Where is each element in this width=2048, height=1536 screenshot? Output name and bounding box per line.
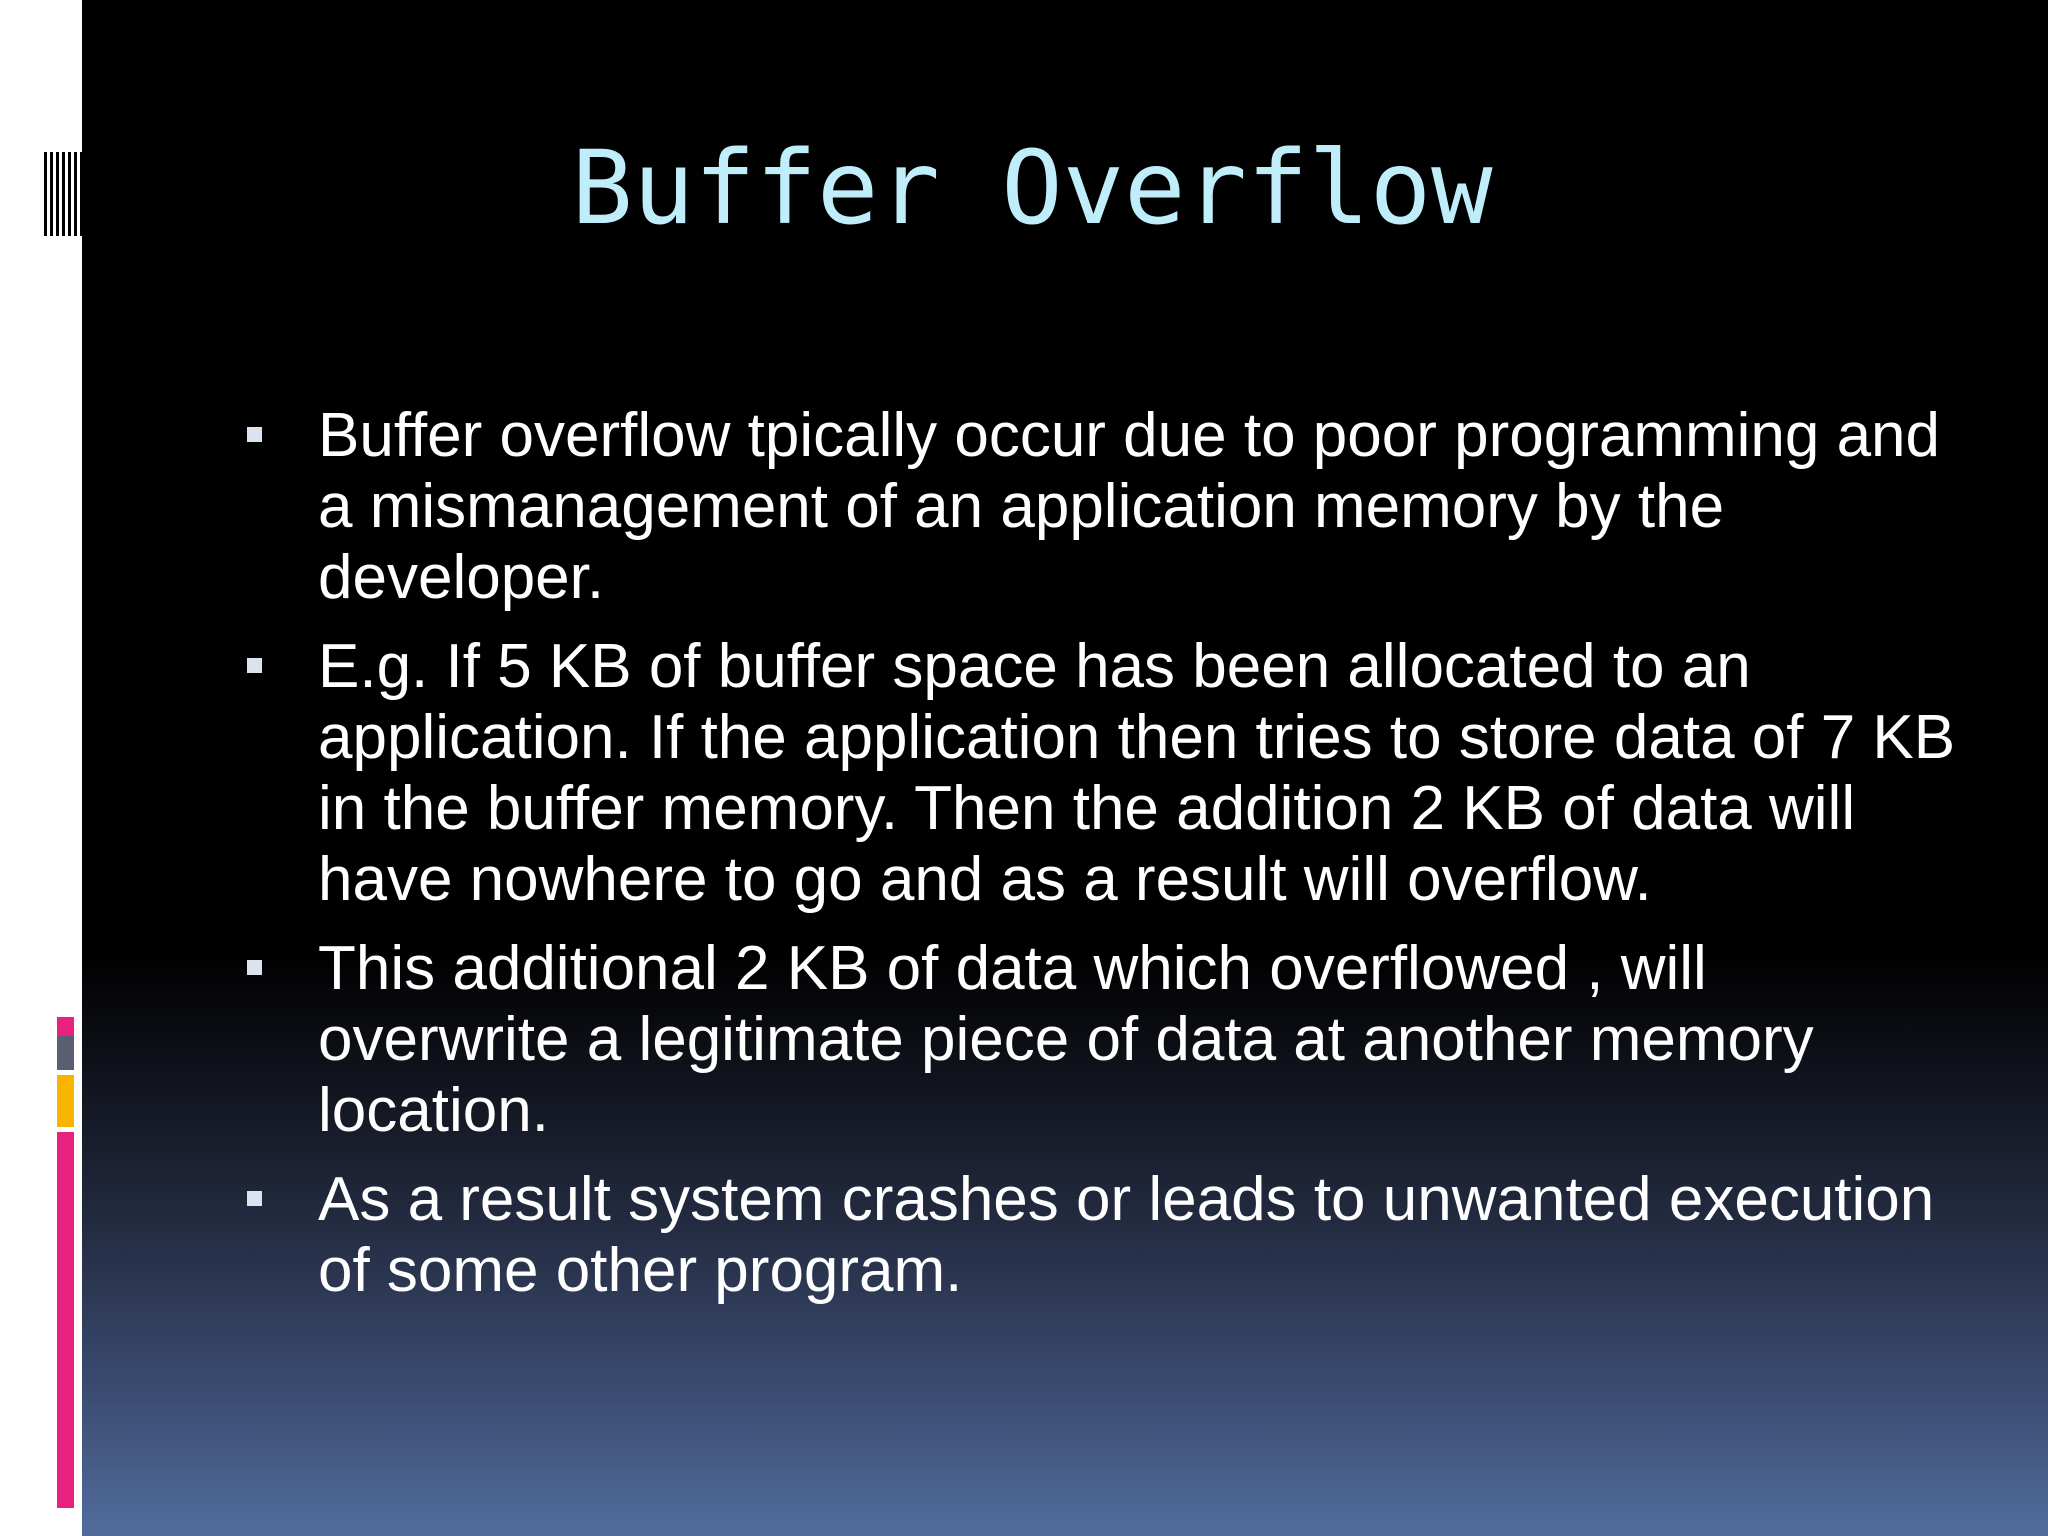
square-bullet-icon (247, 427, 262, 442)
bullet-text: Buffer overflow tpically occur due to poor programming and a mismanagement of an application memory by the developer. (318, 401, 1941, 612)
accent-bar-pink-top (57, 1017, 74, 1036)
bullet-text: As a result system crashes or leads to unwanted execution of some other program. (318, 1165, 1935, 1305)
accent-bar-gray (57, 1036, 74, 1070)
square-bullet-icon (247, 1191, 262, 1206)
barcode-decoration (44, 152, 82, 236)
square-bullet-icon (247, 658, 262, 673)
bullet-text: This additional 2 KB of data which overflowed , will overwrite a legitimate piece of data at another memory location. (318, 934, 1814, 1145)
bullet-text: E.g. If 5 KB of buffer space has been allocated to an application. If the application then tries to store data of 7 KB in the buffer memory. Then the addition 2 KB of data will have nowhere to go and as a result will overflow. (318, 632, 1956, 914)
accent-bar-pink (57, 1132, 74, 1508)
bullet-list (240, 400, 1960, 1324)
accent-bar-yellow (57, 1075, 74, 1127)
bullet-item (240, 933, 1960, 1146)
bullet-item (240, 400, 1960, 613)
square-bullet-icon (247, 960, 262, 975)
bullet-item (240, 631, 1960, 915)
slide-title: Buffer Overflow (571, 129, 1493, 248)
bullet-item (240, 1164, 1960, 1306)
